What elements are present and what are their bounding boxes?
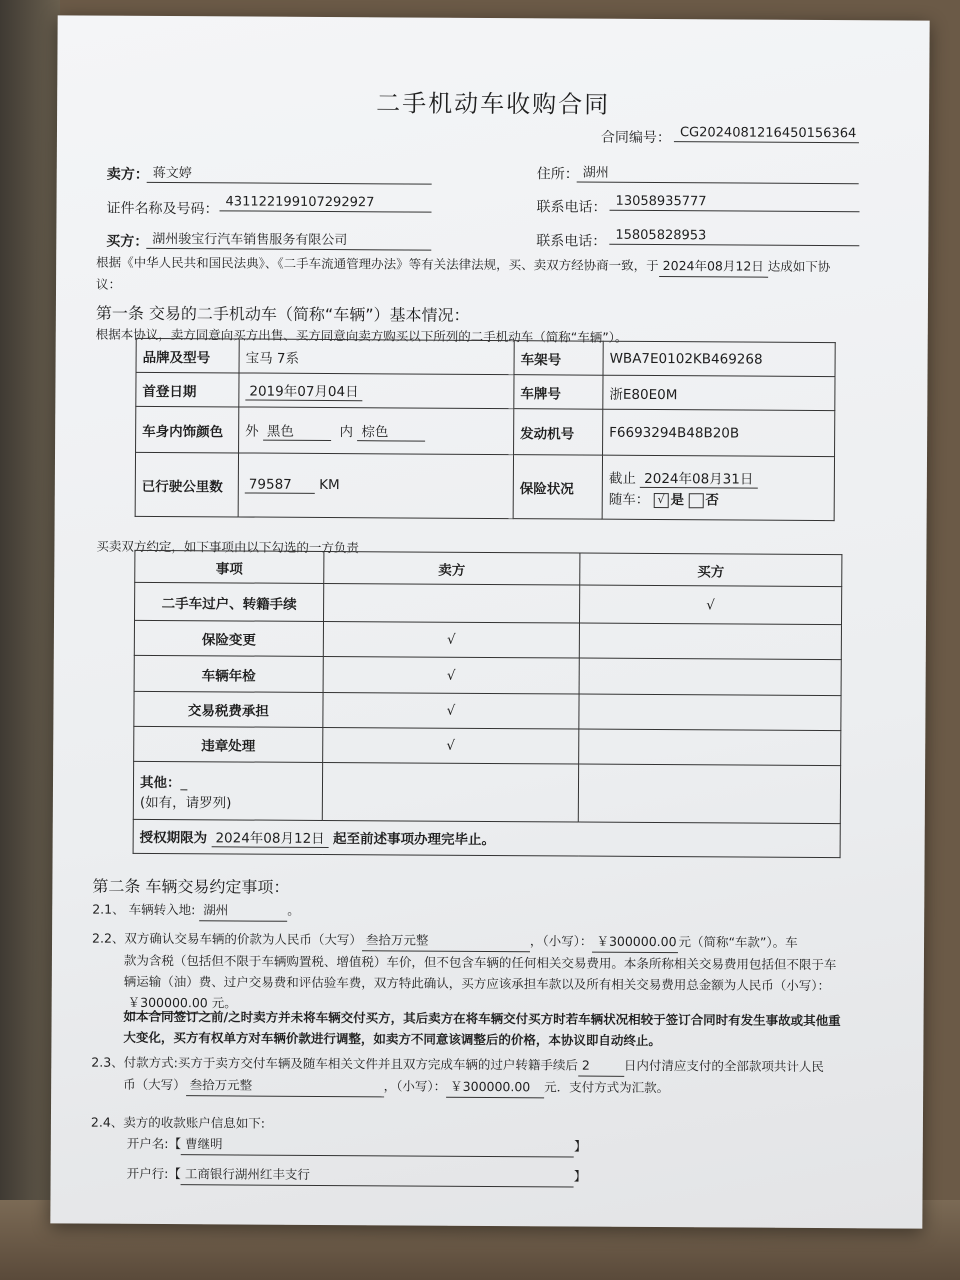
vehicle-info-table (135, 338, 836, 521)
section-2-2-line3: 辆运输（油）费、过户交易费和评估验车费，双方特此确认，买方应该承担车款以及所有相关交易费用总金额为人民币（小写）： (123, 973, 831, 994)
contract-no-label: 合同编号： (600, 129, 672, 147)
duty-seller-mark: √ (323, 692, 579, 729)
table-row (135, 582, 842, 624)
authorization-date: 2024年08月12日 (211, 826, 328, 848)
insurance-yes-label: 是 (670, 492, 685, 509)
duty-header-item: 事项 (135, 550, 324, 583)
color-outer-prefix: 外 (245, 423, 259, 440)
section-2-2 (92, 928, 893, 1019)
duty-buyer-mark (579, 694, 841, 731)
price-lowercase: ￥300000.00 (592, 931, 678, 954)
color-inner-prefix: 内 (339, 424, 354, 441)
engine-label: 发动机号 (514, 409, 603, 456)
duty-seller-mark: √ (323, 727, 579, 764)
payment-uppercase: 叁拾万元整 (186, 1074, 384, 1097)
with-car-label: 随车： (608, 491, 650, 508)
authorization-period (133, 819, 840, 857)
duty-seller-mark: √ (323, 621, 579, 658)
bank-value: 工商银行湖州红丰支行 (181, 1163, 574, 1187)
color-outer-value: 黑色 (263, 420, 331, 441)
duty-item: 违章处理 (134, 726, 323, 762)
seller-phone-label: 联系电话： (536, 199, 607, 216)
duty-table (133, 550, 843, 858)
table-row (134, 620, 841, 659)
total-amount-unit: 元。 (211, 995, 237, 1011)
vehicle-change-clause (123, 1006, 893, 1053)
brand-value: 宝马 7系 (239, 339, 514, 375)
section-2-4-number: 2.4、 (90, 1114, 124, 1130)
insurance-no-checkbox[interactable] (688, 493, 703, 508)
total-amount: ￥300000.00 (124, 992, 212, 1015)
buyer-name: 湖州骏宝行汽车销售服务有限公司 (146, 228, 431, 251)
authorization-suffix: 起至前述事项办理完毕止。 (332, 831, 496, 849)
duty-item: 交易税费承担 (134, 691, 323, 727)
section-2-3-text-a: 付款方式:买方于卖方交付车辆及随车相关文件并且双方完成车辆的过户转籍手续后 (123, 1054, 578, 1073)
seller-name: 蒋文婷 (147, 162, 432, 185)
duty-other-label: 其他： (139, 774, 181, 791)
table-row (134, 655, 841, 695)
duty-item: 二手车过户、转籍手续 (135, 582, 324, 621)
duty-other-cell (133, 761, 322, 820)
section-2-3-number: 2.3、 (91, 1054, 124, 1070)
color-label: 车身内饰颜色 (136, 406, 239, 453)
account-holder-value: 曹继明 (181, 1133, 574, 1157)
duty-intro-text: 买卖双方约定，如下事项由以下勾选的一方负责 (96, 538, 360, 556)
buyer-label: 买方： (106, 233, 149, 250)
seller-id-label: 证件名称及号码： (106, 200, 219, 218)
intro-text: 根据《中华人民共和国民法典》、《二手车流通管理办法》等有关法律法规，买、卖双方经协商一致，于 (96, 254, 659, 274)
duty-item: 保险变更 (134, 620, 323, 656)
bank-bracket: 】 (573, 1168, 587, 1184)
duty-header-seller: 卖方 (324, 551, 580, 585)
vin-value: WBA7E0102KB469268 (603, 341, 835, 376)
seller-id-value: 431122199107292927 (220, 194, 432, 212)
section-2-1 (92, 899, 300, 922)
table-row (134, 726, 841, 765)
section-2-2-text-c: 元（简称“车款”）。车 (678, 934, 798, 950)
section-2-3-text-b: 日内付清应支付的全部款项共计人民 (623, 1057, 824, 1075)
section-2-2-number: 2.2、 (92, 930, 125, 946)
brand-label: 品牌及型号 (136, 338, 239, 373)
duty-other-value: _ (180, 774, 188, 791)
seller-address-label: 住所： (536, 166, 579, 183)
contract-no-value: CG2024081216450156364 (674, 125, 859, 143)
registration-date-value: 2019年07月04日 (245, 380, 362, 402)
article1-title: 第一条 交易的二手机动车（简称“车辆”）基本情况： (95, 303, 470, 325)
plate-value: 浙E80E0M (603, 375, 835, 410)
plate-label: 车牌号 (514, 375, 603, 410)
duty-buyer-mark (579, 729, 841, 766)
registration-date-cell (239, 373, 514, 409)
section-2-3-line2b: ，（小写）： (383, 1078, 447, 1094)
duty-other-buyer (578, 764, 840, 824)
duty-item: 车辆年检 (134, 655, 323, 692)
intro-text-line2: 议： (96, 276, 122, 292)
contract-paper (50, 15, 929, 1228)
article1-subtitle: 根据本协议，卖方同意向买方出售、买方同意向卖方购买以下所列的二手机动车（简称“车辆”）。 (95, 326, 628, 345)
section-2-3-line2c: 元．支付方式为汇款。 (544, 1079, 670, 1096)
mileage-label: 已行驶公里数 (135, 452, 238, 517)
seller-address-value: 湖州 (577, 162, 859, 185)
section-2-1-number: 2.1、 (92, 901, 125, 917)
section-2-4 (91, 1112, 891, 1190)
article2-title: 第二条 车辆交易约定事项： (92, 876, 290, 897)
clause-line1: 如本合同签订之前/之时卖方并未将车辆交付买方，其后卖方在将车辆交付买方时若车辆状况相较于签订合同时有发生事故或其他重 (123, 1008, 841, 1029)
section-2-3 (91, 1052, 891, 1101)
intro-text-end: 达成如下协 (767, 258, 831, 275)
insurance-label: 保险状况 (513, 455, 602, 520)
section-2-2-text-b: ，（小写）： (529, 933, 593, 949)
duty-other-seller (322, 762, 578, 822)
buyer-phone-value: 15805828953 (609, 228, 859, 247)
insurance-yes-checkbox[interactable]: √ (653, 492, 668, 507)
clause-line2: 大变化，买方有权单方对车辆价款进行调整，如卖方不同意该调整后的价格，本协议即自动终止。 (123, 1029, 662, 1049)
duty-seller-mark (324, 583, 580, 623)
price-uppercase: 叁拾万元整 (362, 929, 530, 952)
bank-label: 开户行:【 (126, 1165, 181, 1182)
authorization-label: 授权期限为 (139, 829, 208, 847)
duty-buyer-mark (579, 623, 841, 660)
mileage-value: 79587 (245, 476, 315, 493)
insurance-cell (602, 455, 834, 520)
payment-days: 2 (578, 1055, 624, 1077)
section-2-1-end: 。 (287, 902, 300, 918)
account-holder-bracket: 】 (573, 1138, 587, 1154)
insurance-until-value: 2024年08月31日 (640, 467, 757, 489)
document-title: 二手机动车收购合同 (376, 89, 611, 119)
mileage-unit: KM (319, 476, 340, 494)
registration-date-label: 首登日期 (136, 372, 239, 407)
duty-buyer-mark: √ (579, 585, 841, 625)
agreement-date: 2024年08月12日 (659, 255, 768, 278)
duty-seller-mark: √ (323, 656, 579, 694)
intro-paragraph (96, 252, 896, 300)
section-2-2-line2: 款为含税（包括但不限于车辆购置税、增值税）车价，但不包含车辆的任何相关交易费用。本条所称相关交易费用包括但不限于车 (123, 952, 837, 973)
section-2-2-text-a: 双方确认交易车辆的价款为人民币（大写） (124, 930, 363, 948)
seller-phone-value: 13058935777 (610, 194, 860, 213)
transfer-destination: 湖州 (199, 899, 287, 922)
duty-other-hint: (如有，请罗列) (139, 794, 232, 811)
table-row (134, 691, 841, 730)
section-2-1-label: 车辆转入地: (128, 901, 196, 918)
color-inner-value: 棕色 (357, 420, 425, 441)
seller-label: 卖方： (106, 166, 149, 183)
insurance-until-prefix: 截止 (608, 470, 636, 487)
mileage-cell (238, 453, 513, 519)
color-cell (239, 407, 514, 455)
section-2-3-line2a: 币（大写） (123, 1076, 186, 1093)
insurance-no-label: 否 (705, 492, 719, 509)
duty-buyer-mark (579, 658, 841, 696)
vin-label: 车架号 (514, 341, 603, 376)
engine-value: F6693294B48B20B (603, 409, 835, 456)
section-2-4-title: 卖方的收款账户信息如下: (123, 1114, 266, 1131)
account-holder-label: 开户名:【 (126, 1135, 182, 1152)
payment-lowercase: ￥300000.00 (446, 1076, 544, 1099)
duty-header-buyer: 买方 (580, 553, 842, 587)
buyer-phone-label: 联系电话： (536, 233, 607, 250)
